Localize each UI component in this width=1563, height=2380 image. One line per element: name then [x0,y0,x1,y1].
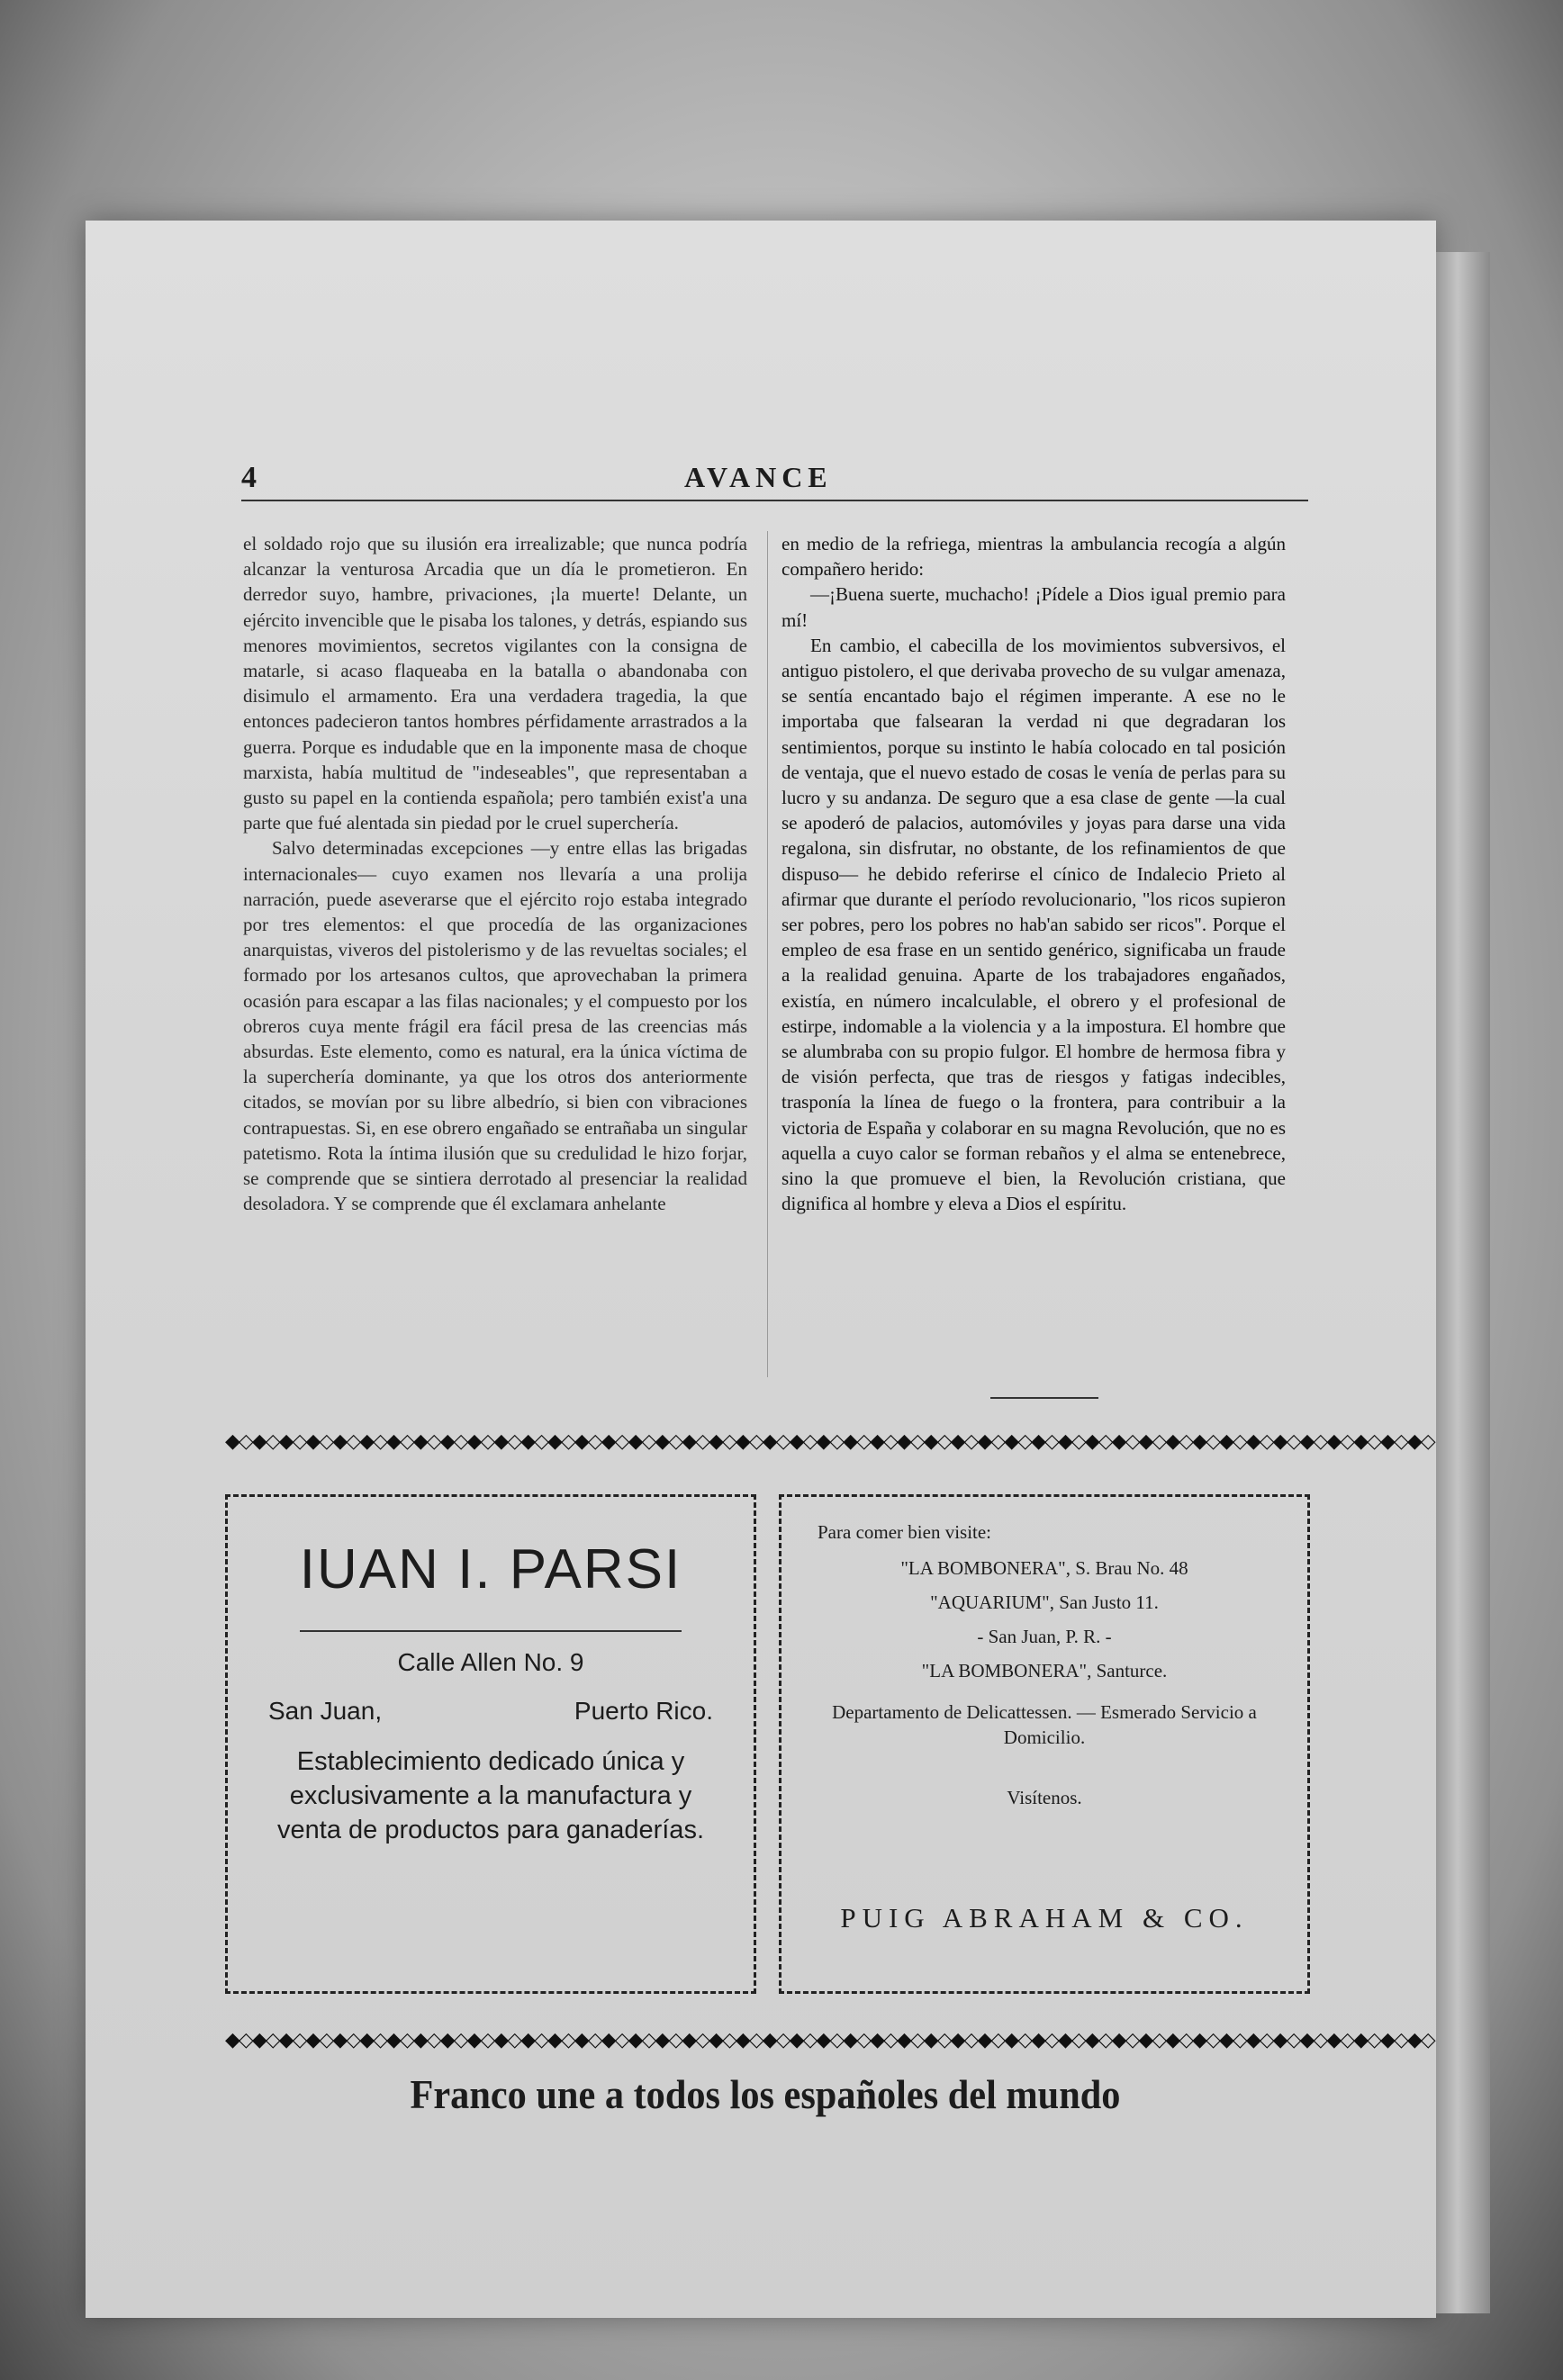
ad-location: "AQUARIUM", San Justo 11. [930,1591,1159,1613]
ad-business-name: IUAN I. PARSI [299,1538,682,1600]
article-left-column [243,531,747,1216]
ad-location: "LA BOMBONERA", Santurce. [921,1660,1168,1681]
ad-location: - San Juan, P. R. - [977,1626,1112,1647]
page-number: 4 [241,461,257,494]
slogan-headline: Franco une a todos los españoles del mundo [410,2071,1121,2117]
article-end-rule [990,1397,1098,1399]
running-head-title: AVANCE [684,461,833,493]
ad-description: Establecimiento dedicado única y exclusivamente a la manufactura y venta de productos para ganaderías. [277,1747,704,1844]
advertisement-parsi [225,1494,756,1994]
header-rule [241,500,1308,501]
article-paragraph: —¡Buena suerte, muchacho! ¡Pídele a Dios igual premio para mí! [782,583,1286,631]
page-fold-edge [1436,252,1490,2313]
ad-city: San Juan, [268,1697,383,1725]
ad-invite: Visítenos. [1007,1787,1082,1808]
article-paragraph: En cambio, el cabecilla de los movimientos subversivos, el antiguo pistolero, el que derivaba provecho de su vulgar amenaza, se sentía encantado bajo el régimen imperante. A ese no le importaba que falsearan la verdad ni que degradaran los sentimientos, porque su instinto le había colocado en tal posición de ventaja, que el nuevo estado de cosas le venía de perlas para su lucro y su andanza. De seguro que a esa clase de gente —la cual se apoderó de palacios, automóviles y joyas para darse una vida regalona, sin disfrutar, no obstante, de los refinamientos de que dispuso— he debido referirse el cínico de Indalecio Prieto al afirmar que durante el período revolucionario, "los ricos supieron ser pobres, pero los pobres no hab'an sabido ser ricos". Porque el empleo de esa frase en un sentido genérico, significaba un fraude a la realidad genuina. Aparte de los trabajadores engañados, existía, en número incalculable, el obrero y el profesional de estirpe, indomable a la violencia y a la impostura. El hombre que se alumbraba con su propio fulgor. El hombre de hermosa fibra y de visión perfecta, que tras de riesgos y fatigas indecibles, trasponía la línea de fuego o la frontera, para contribuir a la victoria de España y colaborar en su magna Revolución, que no es aquella a cuyo calor se forman rebaños y el alma se entenebrece, sino la que promueve el bien, la Revolución cristiana, que dignifica al hombre y eleva a Dios el espíritu. [782,634,1286,1215]
ad-title-rule [300,1630,682,1632]
article-right-column [782,531,1286,1216]
article-paragraph: en medio de la refriega, mientras la ambulancia recogía a algún compañero herido: [782,533,1286,581]
ad-address: Calle Allen No. 9 [397,1648,584,1676]
ad-intro: Para comer bien visite: [818,1521,992,1543]
ornamental-border-bottom: ◆◇◆◇◆◇◆◇◆◇◆◇◆◇◆◇◆◇◆◇◆◇◆◇◆◇◆◇◆◇◆◇◆◇◆◇◆◇◆◇◆◇◆◇◆◇◆◇◆◇◆◇◆◇◆◇◆◇◆◇◆◇◆◇◆◇◆◇◆◇◆◇◆◇◆◇◆◇◆◇◆◇◆◇◆◇◆◇◆◇ [225,2028,1434,2051]
ad-company-name: PUIG ABRAHAM & CO. [840,1902,1249,1934]
ornamental-border-top: ◆◇◆◇◆◇◆◇◆◇◆◇◆◇◆◇◆◇◆◇◆◇◆◇◆◇◆◇◆◇◆◇◆◇◆◇◆◇◆◇◆◇◆◇◆◇◆◇◆◇◆◇◆◇◆◇◆◇◆◇◆◇◆◇◆◇◆◇◆◇◆◇◆◇◆◇◆◇◆◇◆◇◆◇◆◇◆◇◆◇ [225,1429,1434,1452]
advertisement-bombonera [779,1494,1310,1994]
ad-service: Departamento de Delicattessen. — Esmerado Servicio a Domicilio. [832,1701,1257,1748]
ad-location: "LA BOMBONERA", S. Brau No. 48 [900,1557,1188,1579]
column-divider [767,531,768,1377]
ad-country: Puerto Rico. [574,1697,713,1725]
article-paragraph: el soldado rojo que su ilusión era irrealizable; que nunca podría alcanzar la venturosa Arcadia que un día le prometieron. En derredor suyo, hambre, privaciones, ¡la muerte! Delante, un ejército invencible que le pisaba los talones, y detrás, espiando sus menores movimientos, secretos vigilantes con la consigna de matarle, si acaso flaqueaba en la batalla o abandonaba con disimulo el armamento. Era una verdadera tragedia, la que entonces padecieron tantos hombres pérfidamente arrastrados a la guerra. Porque es indudable que en la imponente masa de choque marxista, había multitud de "indeseables", que representaban a gusto su papel en la contienda española; pero también exist'a una parte que fué alentada sin piedad por le cruel superchería. [243,533,747,834]
article-paragraph: Salvo determinadas excepciones —y entre ellas las brigadas internacionales— cuyo examen nos llevaría a una prolija narración, puede aseverarse que el ejército rojo estaba integrado por tres elementos: el que procedía de las organizaciones anarquistas, viveros del pistolerismo y de las revueltas sociales; el formado por los artesanos cultos, que aprovechaban la primera ocasión para escapar a las filas nacionales; y el compuesto por los obreros cuya mente frágil era fácil presa de las creencias más absurdas. Este elemento, como es natural, era la única víctima de la superchería dominante, ya que los otros dos anteriormente citados, se movían por su libre albedrío, si bien con vibraciones contrapuestas. Si, en ese obrero engañado se entrañaba un singular patetismo. Rota la íntima ilusión que su credulidad le hizo forjar, se comprende que se sintiera derrotado al presenciar la realidad desoladora. Y se comprende que él exclamara anhelante [243,837,747,1215]
